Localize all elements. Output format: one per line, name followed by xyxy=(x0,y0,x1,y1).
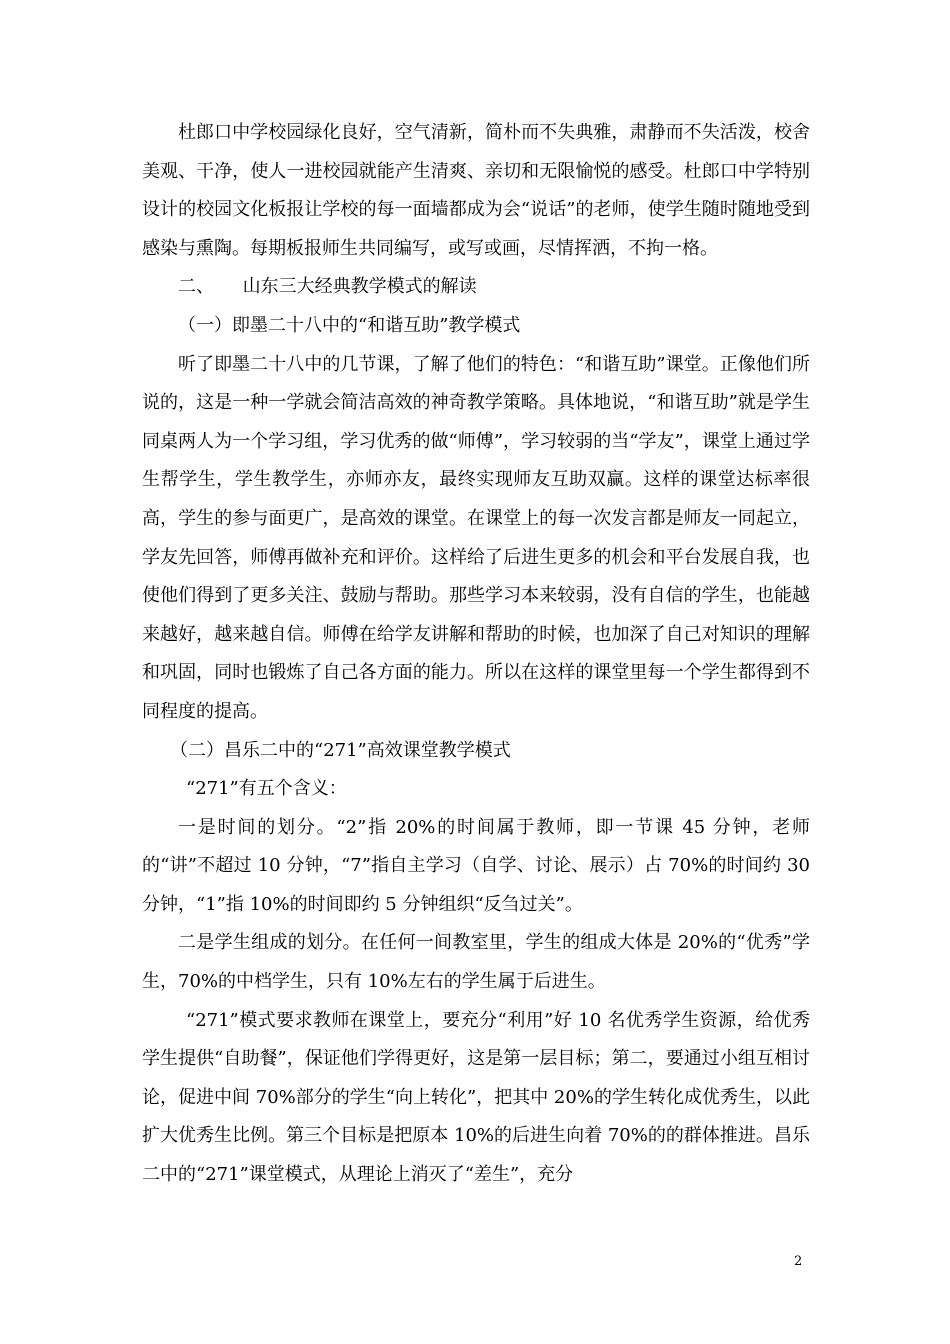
paragraph-271-meanings: “271”有五个含义： xyxy=(186,778,347,800)
paragraph-harmony-mutual-aid: 听了即墨二十八中的几节课，了解了他们的特色：“和谐互助”课堂。正像他们所说的，这是一种一学就会简洁高效的神奇教学策略。具体地说，“和谐互助”就是学生同桌两人为一个学习组，学习优秀的做“师傅”，学习较弱的当“学友”，课堂上通过学生帮学生，学生教学生，亦师亦友，最终实现师友互助双赢。这样的课堂达标率很高，学生的参与面更广，是高效的课堂。在课堂上的每一次发言都是师友一同起立，学友先回答，师傅再做补充和评价。这样给了后进生更多的机会和平台发展自我，也使他们得到了更多关注、鼓励与帮助。那些学习本来较弱，没有自信的学生，也能越来越好，越来越自信。师傅在给学友讲解和帮助的时候，也加深了自己对知识的理解和巩固，同时也锻炼了自己各方面的能力。所以在这样的课堂里每一个学生都得到不同程度的提高。 xyxy=(142,353,810,722)
subsection-heading-1: （一）即墨二十八中的“和谐互助”教学模式 xyxy=(178,314,521,336)
paragraph-time-division: 一是时间的划分。“2”指 20%的时间属于教师，即一节课 45 分钟，老师的“讲”不超过 10 分钟，“7”指自主学习（自学、讨论、展示）占 70%的时间约 30 分钟，“1”指 10%的时间即约 5 分钟组织“反刍过关”。 xyxy=(142,816,810,915)
paragraph-student-division: 二是学生组成的划分。在任何一间教室里，学生的组成大体是 20%的“优秀”学生，70%的中档学生，只有 10%左右的学生属于后进生。 xyxy=(142,932,810,993)
document-body xyxy=(142,114,810,1195)
page-number: 2 xyxy=(794,1254,803,1269)
subsection-heading-2: （二）昌乐二中的“271”高效课堂教学模式 xyxy=(170,739,511,761)
paragraph-271-model: “271”模式要求教师在课堂上，要充分“利用”好 10 名优秀学生资源，给优秀学生提供“自助餐”，保证他们学得更好，这是第一层目标；第二，要通过小组互相讨论，促进中间 70%部分的学生“向上转化”，把其中 20%的学生转化成优秀生，以此扩大优秀生比例。第三个目标是把原本 10%的后进生向着 70%的的群体推进。昌乐二中的“271”课堂模式，从理论上消灭了“差生”，充分 xyxy=(142,1009,810,1186)
section-heading-2: 二、 山东三大经典教学模式的解读 xyxy=(178,276,477,298)
paragraph-campus: 杜郎口中学校园绿化良好，空气清新，简朴而不失典雅，肃静而不失活泼，校舍美观、干净，使人一进校园就能产生清爽、亲切和无限愉悦的感受。杜郎口中学特别设计的校园文化板报让学校的每一面墙都成为会“说话”的老师，使学生随时随地受到感染与熏陶。每期板报师生共同编写，或写或画，尽情挥洒，不拘一格。 xyxy=(142,122,810,259)
